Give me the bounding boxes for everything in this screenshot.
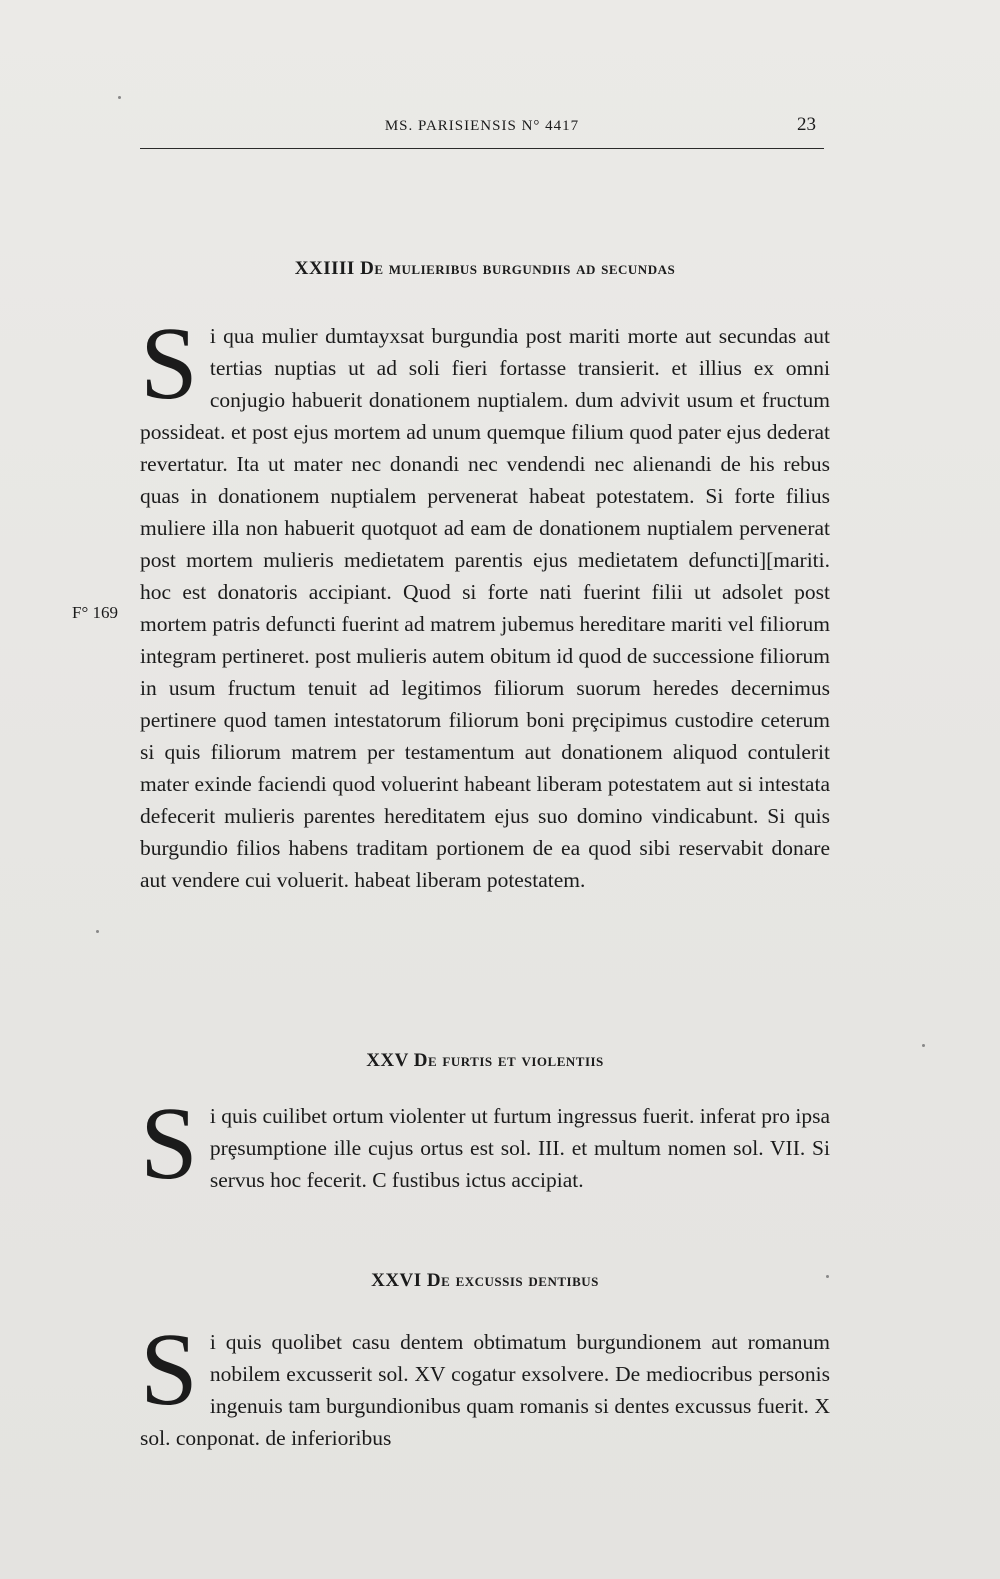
chapter-paragraph [140, 1312, 830, 1454]
header-rule [140, 148, 824, 149]
running-title: MS. PARISIENSIS N° 4417 [384, 118, 580, 134]
heading-initial: D [426, 1270, 442, 1291]
chapter-paragraph [140, 306, 830, 896]
chapter-number: XXIIII [294, 258, 355, 279]
chapter-number: XXVI [371, 1270, 422, 1291]
paragraph-text: i quis quolibet casu dentem obtimatum burgundionem aut romanum nobilem excusserit sol. XV cogatur exsolvere. De mediocribus personis ingenuis tam burgundionibus quam romanis si dentes excussus fuerit. X sol. conponat. de inferioribus [140, 1330, 830, 1450]
heading-initial: D [413, 1050, 428, 1071]
chapter-paragraph [140, 1086, 830, 1201]
paper-speck [96, 930, 99, 933]
page-header [140, 112, 824, 152]
paper-speck [118, 96, 121, 99]
heading-title: e excussis dentibus [441, 1270, 599, 1291]
paragraph-text: i qua mulier dumtayxsat burgundia post mariti morte aut secundas aut tertias nuptias ut ad soli fieri fortasse transierit. et illius ex omni conjugio habuerit donationem nuptialem. dum advivit usum et fructum possideat. et post ejus mortem ad unum quemque filium quod pater ejus dederat revertatur. Ita ut mater nec donandi nec vendendi nec alienandi de his rebus quas in donationem nuptialem pervenerat habeat potestatem. Si forte filius muliere illa non habuerit quotquot ad eam de donationem nuptialem pervenerat post mortem mulieris medietatem parentis ejus medietatem defuncti][mariti. hoc est donatoris accipiant. Quod si forte nati fuerint filii ut adsolet post mortem patris defuncti fuerint ad matrem jubemus hereditare mariti vel filiorum integram pertineret. post mulieris autem obitum id quod de successione filiorum in usum fructum tenuit ad legitimos filiorum suorum heredes decernimus pertinere quod tamen intestatorum filiorum boni prȩcipimus custodire ceterum si quis filiorum matrem per testamentum aut donationem aliquod contulerit mater exinde faciendi quod voluerint habeant liberam potestatem aut si intestata defecerit mulieris parentes hereditatem ejus suo domino vindicabunt. Si quis burgundio filios habens traditam portionem de ea quod sibi reservabit donare aut vendere cui voluerit. habeat liberam potestatem. [140, 324, 830, 892]
drop-cap: S [140, 306, 198, 421]
heading-title: e furtis et violentiis [428, 1050, 604, 1071]
paper-speck [826, 1275, 829, 1278]
chapter-heading [140, 1270, 830, 1292]
heading-initial: D [360, 258, 375, 279]
page-number: 23 [797, 114, 816, 135]
folio-margin-note: F° 169 [72, 603, 119, 622]
chapter-number: XXV [366, 1050, 409, 1071]
chapter-xxv [140, 1050, 830, 1201]
chapter-xxiiii [140, 258, 830, 896]
drop-cap: S [140, 1312, 198, 1427]
chapter-heading [140, 1050, 830, 1072]
chapter-xxvi [140, 1270, 830, 1454]
paper-speck [922, 1044, 925, 1047]
chapter-heading [140, 258, 830, 280]
drop-cap: S [140, 1086, 198, 1201]
paragraph-text: i quis cuilibet ortum violenter ut furtum ingressus fuerit. inferat pro ipsa prȩsumptione ille cujus ortus est sol. III. et multum nomen sol. VII. Si servus hoc fecerit. C fustibus ictus accipiat. [209, 1104, 830, 1192]
heading-title: e mulieribus burgundiis ad secundas [374, 258, 676, 279]
